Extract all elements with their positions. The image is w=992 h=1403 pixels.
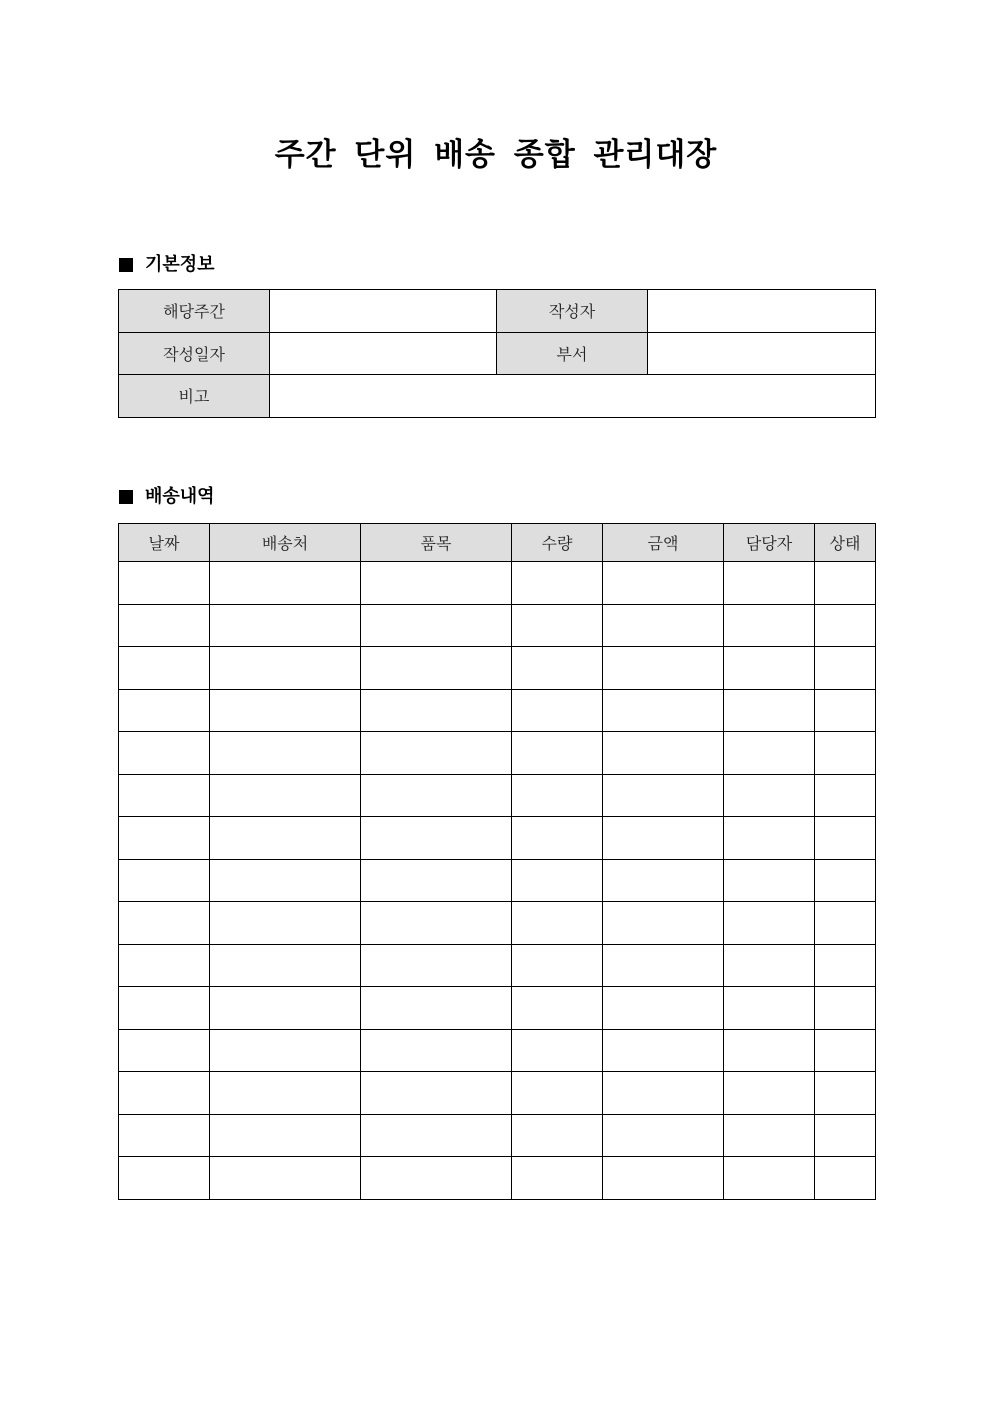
section-heading-delivery bbox=[119, 485, 215, 509]
amount-cell[interactable] bbox=[603, 944, 724, 987]
manager-cell[interactable] bbox=[724, 859, 815, 902]
manager-cell[interactable] bbox=[724, 689, 815, 732]
section-heading-label: 배송내역 bbox=[145, 486, 215, 507]
quantity-cell[interactable] bbox=[512, 859, 603, 902]
status-cell[interactable] bbox=[815, 604, 876, 647]
table-row bbox=[119, 1029, 876, 1072]
item-cell[interactable] bbox=[361, 647, 512, 690]
item-cell[interactable] bbox=[361, 1157, 512, 1200]
destination-cell[interactable] bbox=[210, 1029, 361, 1072]
amount-cell[interactable] bbox=[603, 902, 724, 945]
item-cell[interactable] bbox=[361, 604, 512, 647]
manager-cell[interactable] bbox=[724, 1029, 815, 1072]
manager-cell[interactable] bbox=[724, 987, 815, 1030]
date-cell[interactable] bbox=[119, 859, 210, 902]
manager-cell[interactable] bbox=[724, 562, 815, 605]
quantity-cell[interactable] bbox=[512, 647, 603, 690]
item-cell[interactable] bbox=[361, 987, 512, 1030]
table-row bbox=[119, 1157, 876, 1200]
amount-cell[interactable] bbox=[603, 732, 724, 775]
quantity-cell[interactable] bbox=[512, 1157, 603, 1200]
date-cell[interactable] bbox=[119, 902, 210, 945]
status-cell[interactable] bbox=[815, 1029, 876, 1072]
column-header-destination: 배송처 bbox=[210, 524, 361, 562]
basic-info-table bbox=[118, 289, 876, 418]
quantity-cell[interactable] bbox=[512, 1072, 603, 1115]
date-cell[interactable] bbox=[119, 647, 210, 690]
table-row bbox=[119, 1114, 876, 1157]
manager-cell[interactable] bbox=[724, 944, 815, 987]
amount-cell[interactable] bbox=[603, 689, 724, 732]
manager-cell[interactable] bbox=[724, 1114, 815, 1157]
date-cell[interactable] bbox=[119, 1072, 210, 1115]
destination-cell[interactable] bbox=[210, 562, 361, 605]
destination-cell[interactable] bbox=[210, 1114, 361, 1157]
column-header-amount: 금액 bbox=[603, 524, 724, 562]
quantity-cell[interactable] bbox=[512, 987, 603, 1030]
date-cell[interactable] bbox=[119, 604, 210, 647]
status-cell[interactable] bbox=[815, 689, 876, 732]
table-row bbox=[119, 774, 876, 817]
date-cell[interactable] bbox=[119, 732, 210, 775]
item-cell[interactable] bbox=[361, 817, 512, 860]
document-title: 주간 단위 배송 종합 관리대장 bbox=[274, 137, 718, 173]
column-header-manager: 담당자 bbox=[724, 524, 815, 562]
status-cell[interactable] bbox=[815, 944, 876, 987]
column-header-quantity: 수량 bbox=[512, 524, 603, 562]
item-cell[interactable] bbox=[361, 944, 512, 987]
item-cell[interactable] bbox=[361, 1072, 512, 1115]
department-label: 부서 bbox=[497, 332, 648, 375]
amount-cell[interactable] bbox=[603, 859, 724, 902]
author-label: 작성자 bbox=[497, 290, 648, 333]
destination-cell[interactable] bbox=[210, 944, 361, 987]
quantity-cell[interactable] bbox=[512, 1029, 603, 1072]
table-row bbox=[119, 859, 876, 902]
amount-cell[interactable] bbox=[603, 562, 724, 605]
item-cell[interactable] bbox=[361, 689, 512, 732]
table-row bbox=[119, 987, 876, 1030]
delivery-table bbox=[118, 523, 876, 1200]
date-cell[interactable] bbox=[119, 944, 210, 987]
date-cell[interactable] bbox=[119, 1029, 210, 1072]
status-cell[interactable] bbox=[815, 1072, 876, 1115]
quantity-cell[interactable] bbox=[512, 1114, 603, 1157]
date-cell[interactable] bbox=[119, 987, 210, 1030]
table-row bbox=[119, 1072, 876, 1115]
item-cell[interactable] bbox=[361, 774, 512, 817]
remarks-label: 비고 bbox=[119, 375, 270, 418]
destination-cell[interactable] bbox=[210, 1157, 361, 1200]
status-cell[interactable] bbox=[815, 902, 876, 945]
status-cell[interactable] bbox=[815, 562, 876, 605]
date-cell[interactable] bbox=[119, 774, 210, 817]
item-cell[interactable] bbox=[361, 1114, 512, 1157]
quantity-cell[interactable] bbox=[512, 604, 603, 647]
quantity-cell[interactable] bbox=[512, 774, 603, 817]
department-field[interactable] bbox=[648, 332, 876, 375]
date-cell[interactable] bbox=[119, 689, 210, 732]
table-row bbox=[119, 817, 876, 860]
section-heading-label: 기본정보 bbox=[145, 254, 215, 275]
manager-cell[interactable] bbox=[724, 1157, 815, 1200]
table-row bbox=[119, 604, 876, 647]
destination-cell[interactable] bbox=[210, 1072, 361, 1115]
item-cell[interactable] bbox=[361, 732, 512, 775]
status-cell[interactable] bbox=[815, 732, 876, 775]
author-field[interactable] bbox=[648, 290, 876, 333]
date-cell[interactable] bbox=[119, 1114, 210, 1157]
table-header-row bbox=[119, 524, 876, 562]
table-row bbox=[119, 944, 876, 987]
status-cell[interactable] bbox=[815, 987, 876, 1030]
remarks-field[interactable] bbox=[270, 375, 876, 418]
quantity-cell[interactable] bbox=[512, 562, 603, 605]
amount-cell[interactable] bbox=[603, 1029, 724, 1072]
destination-cell[interactable] bbox=[210, 732, 361, 775]
status-cell[interactable] bbox=[815, 817, 876, 860]
amount-cell[interactable] bbox=[603, 817, 724, 860]
manager-cell[interactable] bbox=[724, 902, 815, 945]
column-header-item: 품목 bbox=[361, 524, 512, 562]
week-field[interactable] bbox=[270, 290, 497, 333]
destination-cell[interactable] bbox=[210, 859, 361, 902]
manager-cell[interactable] bbox=[724, 604, 815, 647]
table-row bbox=[119, 562, 876, 605]
destination-cell[interactable] bbox=[210, 689, 361, 732]
item-cell[interactable] bbox=[361, 1029, 512, 1072]
destination-cell[interactable] bbox=[210, 987, 361, 1030]
info-row bbox=[119, 290, 876, 333]
date-written-label: 작성일자 bbox=[119, 332, 270, 375]
amount-cell[interactable] bbox=[603, 647, 724, 690]
date-cell[interactable] bbox=[119, 817, 210, 860]
amount-cell[interactable] bbox=[603, 604, 724, 647]
status-cell[interactable] bbox=[815, 774, 876, 817]
manager-cell[interactable] bbox=[724, 732, 815, 775]
quantity-cell[interactable] bbox=[512, 944, 603, 987]
table-row bbox=[119, 732, 876, 775]
destination-cell[interactable] bbox=[210, 604, 361, 647]
amount-cell[interactable] bbox=[603, 987, 724, 1030]
date-written-field[interactable] bbox=[270, 332, 497, 375]
item-cell[interactable] bbox=[361, 902, 512, 945]
manager-cell[interactable] bbox=[724, 647, 815, 690]
table-row bbox=[119, 689, 876, 732]
quantity-cell[interactable] bbox=[512, 817, 603, 860]
quantity-cell[interactable] bbox=[512, 689, 603, 732]
delivery-table-body bbox=[119, 562, 876, 1200]
table-row bbox=[119, 647, 876, 690]
quantity-cell[interactable] bbox=[512, 902, 603, 945]
amount-cell[interactable] bbox=[603, 1157, 724, 1200]
destination-cell[interactable] bbox=[210, 817, 361, 860]
item-cell[interactable] bbox=[361, 562, 512, 605]
column-header-date: 날짜 bbox=[119, 524, 210, 562]
amount-cell[interactable] bbox=[603, 774, 724, 817]
quantity-cell[interactable] bbox=[512, 732, 603, 775]
status-cell[interactable] bbox=[815, 859, 876, 902]
black-square-bullet-icon bbox=[119, 490, 133, 504]
date-cell[interactable] bbox=[119, 562, 210, 605]
status-cell[interactable] bbox=[815, 647, 876, 690]
manager-cell[interactable] bbox=[724, 774, 815, 817]
section-heading-basic-info bbox=[119, 253, 215, 277]
destination-cell[interactable] bbox=[210, 902, 361, 945]
info-row bbox=[119, 375, 876, 418]
date-cell[interactable] bbox=[119, 1157, 210, 1200]
black-square-bullet-icon bbox=[119, 258, 133, 272]
destination-cell[interactable] bbox=[210, 647, 361, 690]
destination-cell[interactable] bbox=[210, 774, 361, 817]
status-cell[interactable] bbox=[815, 1157, 876, 1200]
week-label: 해당주간 bbox=[119, 290, 270, 333]
status-cell[interactable] bbox=[815, 1114, 876, 1157]
amount-cell[interactable] bbox=[603, 1114, 724, 1157]
table-row bbox=[119, 902, 876, 945]
info-row bbox=[119, 332, 876, 375]
manager-cell[interactable] bbox=[724, 817, 815, 860]
manager-cell[interactable] bbox=[724, 1072, 815, 1115]
item-cell[interactable] bbox=[361, 859, 512, 902]
amount-cell[interactable] bbox=[603, 1072, 724, 1115]
column-header-status: 상태 bbox=[815, 524, 876, 562]
